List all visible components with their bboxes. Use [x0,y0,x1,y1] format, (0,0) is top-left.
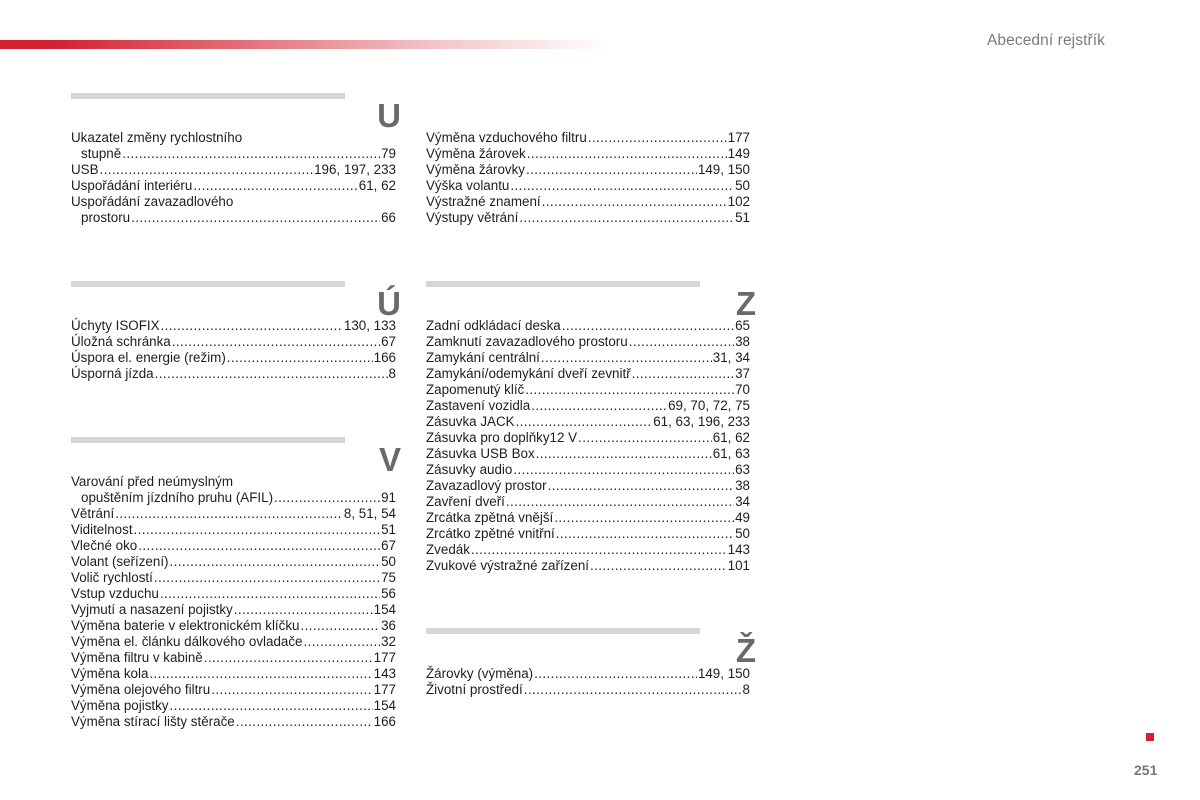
entry-pages: 61, 62 [712,430,750,445]
index-entry [426,462,750,478]
entry-label: Zvukové výstražné zařízení [426,558,589,573]
index-entry [426,162,750,178]
entry-pages: 177 [373,682,396,697]
entry-pages: 51 [381,522,396,537]
index-entry [71,210,396,226]
dot-leader [304,634,381,650]
dot-leader [590,558,727,574]
dot-leader [531,398,667,414]
index-entry [71,490,396,506]
entry-label: Zapomenutý klíč [426,382,525,397]
dot-leader [632,366,734,382]
dot-leader [562,318,734,334]
entry-label: Vlečné oko [71,538,138,553]
entry-label: Volant (seřízení) [71,554,169,569]
entry-label: Varování před neúmyslným [71,474,234,489]
entry-pages: 65 [735,318,750,333]
entry-label: Zamknutí zavazadlového prostoru [426,334,628,349]
entry-pages: 61, 63 [712,446,750,461]
entry-pages: 101 [727,558,750,573]
index-entry [426,398,750,414]
dot-leader [556,526,734,542]
dot-leader [234,602,373,618]
entry-pages: 67 [381,334,396,349]
entry-label: USB [71,162,99,177]
entry-label: Výměna olejového filtru [71,682,211,697]
entry-label: Výměna kola [71,666,149,681]
dot-leader [170,698,373,714]
entry-label: Výměna baterie v elektronickém klíčku [71,618,300,633]
entry-pages: 130, 133 [343,318,396,333]
index-entry [426,494,750,510]
index-entry [71,618,396,634]
entry-pages: 56 [381,586,396,601]
entry-pages: 61, 62 [358,178,396,193]
index-entry [71,570,396,586]
dot-leader [115,506,343,522]
dot-leader [516,414,653,430]
index-list-u-right [426,130,750,226]
heading-bar [71,437,345,443]
dot-leader [236,714,373,730]
dot-leader [471,542,727,558]
entry-pages: 8 [742,682,750,697]
entry-label: Zásuvky audio [426,462,513,477]
entry-pages: 196, 197, 233 [314,162,396,177]
dot-leader [300,618,380,634]
entry-pages: 38 [735,478,750,493]
entry-label: Výška volantu [426,178,510,193]
dot-leader [211,682,372,698]
entry-pages: 177 [727,130,750,145]
entry-pages: 51 [735,210,750,225]
dot-leader [541,350,712,366]
index-entry [426,682,750,698]
dot-leader [525,382,734,398]
heading-letter: U [377,97,401,134]
dot-leader [534,666,697,682]
index-entry [426,366,750,382]
entry-label: Výstražné znamení [426,194,541,209]
entry-pages: 36 [381,618,396,633]
heading-letter: Ž [735,632,756,669]
entry-pages: 37 [735,366,750,381]
dot-leader [519,210,734,226]
index-entry [426,178,750,194]
entry-label: Úsporná jízda [71,366,154,381]
entry-label: Zamykání centrální [426,350,540,365]
section-title: Abecední rejstřík [986,32,1105,49]
dot-leader [513,462,734,478]
entry-pages: 49 [735,510,750,525]
index-entry [426,350,750,366]
entry-pages: 8 [388,366,396,381]
index-entry [71,554,396,570]
dot-leader [172,334,380,350]
index-entry [426,334,750,350]
entry-pages: 32 [381,634,396,649]
dot-leader [138,538,380,554]
index-list-v [71,474,396,730]
dot-leader [526,162,697,178]
entry-label: Zavření dveří [426,494,505,509]
entry-pages: 143 [373,666,396,681]
dot-leader [554,510,734,526]
heading-letter: V [378,441,401,478]
dot-leader [548,478,735,494]
index-entry [71,650,396,666]
entry-label: Zásuvka pro doplňky12 V [426,430,578,445]
dot-leader [160,586,380,602]
entry-label: Výměna pojistky [71,698,169,713]
entry-pages: 70 [735,382,750,397]
entry-label: Vyjmutí a nasazení pojistky [71,602,233,617]
heading-letter: Z [735,285,756,322]
entry-label: Zamykání/odemykání dveří zevnitř [426,366,631,381]
entry-pages: 177 [373,650,396,665]
entry-label: Zrcátko zpětné vnitřní [426,526,555,541]
entry-label: Zavazadlový prostor [426,478,547,493]
index-entry [426,666,750,682]
entry-pages: 31, 34 [712,350,750,365]
index-entry [426,414,750,430]
index-entry [426,446,750,462]
index-list-u-acute [71,318,396,382]
dot-leader [193,178,357,194]
entry-label: Zásuvka USB Box [426,446,535,461]
heading-bar [71,281,345,287]
dot-leader [155,366,388,382]
index-entry [426,558,750,574]
heading-letter: Ú [377,285,401,322]
entry-pages: 66 [381,210,396,225]
entry-label: Výměna stírací lišty stěrače [71,714,235,729]
dot-leader [227,350,373,366]
index-entry [71,698,396,714]
index-entry [426,526,750,542]
index-entry [71,602,396,618]
entry-label: Zrcátka zpětná vnější [426,510,554,525]
entry-pages: 67 [381,538,396,553]
index-entry [426,318,750,334]
index-entry [71,538,396,554]
entry-label: stupně [81,146,122,161]
entry-label: Výměna žárovky [426,162,525,177]
entry-pages: 79 [381,146,396,161]
entry-pages: 50 [381,554,396,569]
entry-label: Životní prostředí [426,682,523,697]
entry-label: Úložná schránka [71,334,171,349]
index-entry [71,194,396,210]
dot-leader [154,570,380,586]
entry-label: Žárovky (výměna) [426,666,534,681]
dot-leader [578,430,712,446]
index-entry [426,542,750,558]
index-entry [71,634,396,650]
entry-label: Vstup vzduchu [71,586,159,601]
index-entry [71,350,396,366]
entry-pages: 166 [373,714,396,729]
index-entry [426,194,750,210]
entry-label: Výměna filtru v kabině [71,650,203,665]
entry-pages: 149, 150 [697,666,750,681]
index-entry [426,430,750,446]
index-entry [71,682,396,698]
entry-pages: 91 [381,490,396,505]
dot-leader [134,522,381,538]
entry-label: Uspořádání interiéru [71,178,193,193]
index-entry [426,478,750,494]
dot-leader [131,210,380,226]
heading-bar [426,628,700,634]
dot-leader [149,666,372,682]
entry-label: Výměna vzduchového filtru [426,130,587,145]
entry-pages: 34 [735,494,750,509]
entry-label: Zásuvka JACK [426,414,515,429]
entry-pages: 61, 63, 196, 233 [653,414,750,429]
index-entry [426,146,750,162]
entry-label: Výměna el. článku dálkového ovladače [71,634,303,649]
entry-pages: 102 [727,194,750,209]
entry-pages: 8, 51, 54 [343,506,396,521]
red-page-marker [1146,733,1154,741]
entry-label: Zastavení vozidla [426,398,531,413]
index-entry [71,714,396,730]
dot-leader [122,146,380,162]
entry-pages: 154 [373,602,396,617]
entry-label: Viditelnost [71,522,133,537]
index-entry [71,162,396,178]
entry-pages: 75 [381,570,396,585]
entry-label: Výstupy větrání [426,210,519,225]
entry-label: Ukazatel změny rychlostního [71,130,243,145]
entry-pages: 149 [727,146,750,161]
dot-leader [506,494,734,510]
index-list-z [426,318,750,574]
page-number: 251 [1134,762,1158,778]
entry-pages: 149, 150 [697,162,750,177]
dot-leader [100,162,314,178]
entry-pages: 69, 70, 72, 75 [668,398,750,413]
dot-leader [170,554,381,570]
dot-leader [536,446,712,462]
dot-leader [542,194,727,210]
index-entry [71,334,396,350]
index-entry [426,210,750,226]
dot-leader [161,318,343,334]
index-entry [71,366,396,382]
heading-bar [426,281,700,287]
dot-leader [527,146,727,162]
index-list-u-left [71,130,396,226]
entry-pages: 50 [735,526,750,541]
entry-pages: 50 [735,178,750,193]
entry-label: Úchyty ISOFIX [71,318,160,333]
index-entry [71,146,396,162]
entry-label: Volič rychlostí [71,570,153,585]
index-entry [71,318,396,334]
dot-leader [588,130,727,146]
entry-label: prostoru [81,210,131,225]
entry-label: Uspořádání zavazadlového [71,194,234,209]
index-entry [71,666,396,682]
entry-pages: 143 [727,542,750,557]
top-accent-stripe [0,40,610,49]
heading-bar [71,93,345,99]
entry-label: opuštěním jízdního pruhu (AFIL) [81,490,274,505]
index-entry [71,506,396,522]
dot-leader [204,650,373,666]
index-entry [71,586,396,602]
index-entry [71,522,396,538]
entry-label: Úspora el. energie (režim) [71,350,226,365]
entry-label: Větrání [71,506,115,521]
entry-pages: 63 [735,462,750,477]
dot-leader [629,334,734,350]
entry-pages: 154 [373,698,396,713]
index-entry [71,178,396,194]
entry-label: Zvedák [426,542,470,557]
dot-leader [274,490,380,506]
index-list-z-caron [426,666,750,698]
index-entry [71,130,396,146]
dot-leader [510,178,734,194]
dot-leader [524,682,742,698]
entry-pages: 38 [735,334,750,349]
index-entry [426,382,750,398]
entry-label: Zadní odkládací deska [426,318,561,333]
entry-pages: 166 [373,350,396,365]
index-entry [426,510,750,526]
entry-label: Výměna žárovek [426,146,526,161]
index-entry [426,130,750,146]
index-entry [71,474,396,490]
